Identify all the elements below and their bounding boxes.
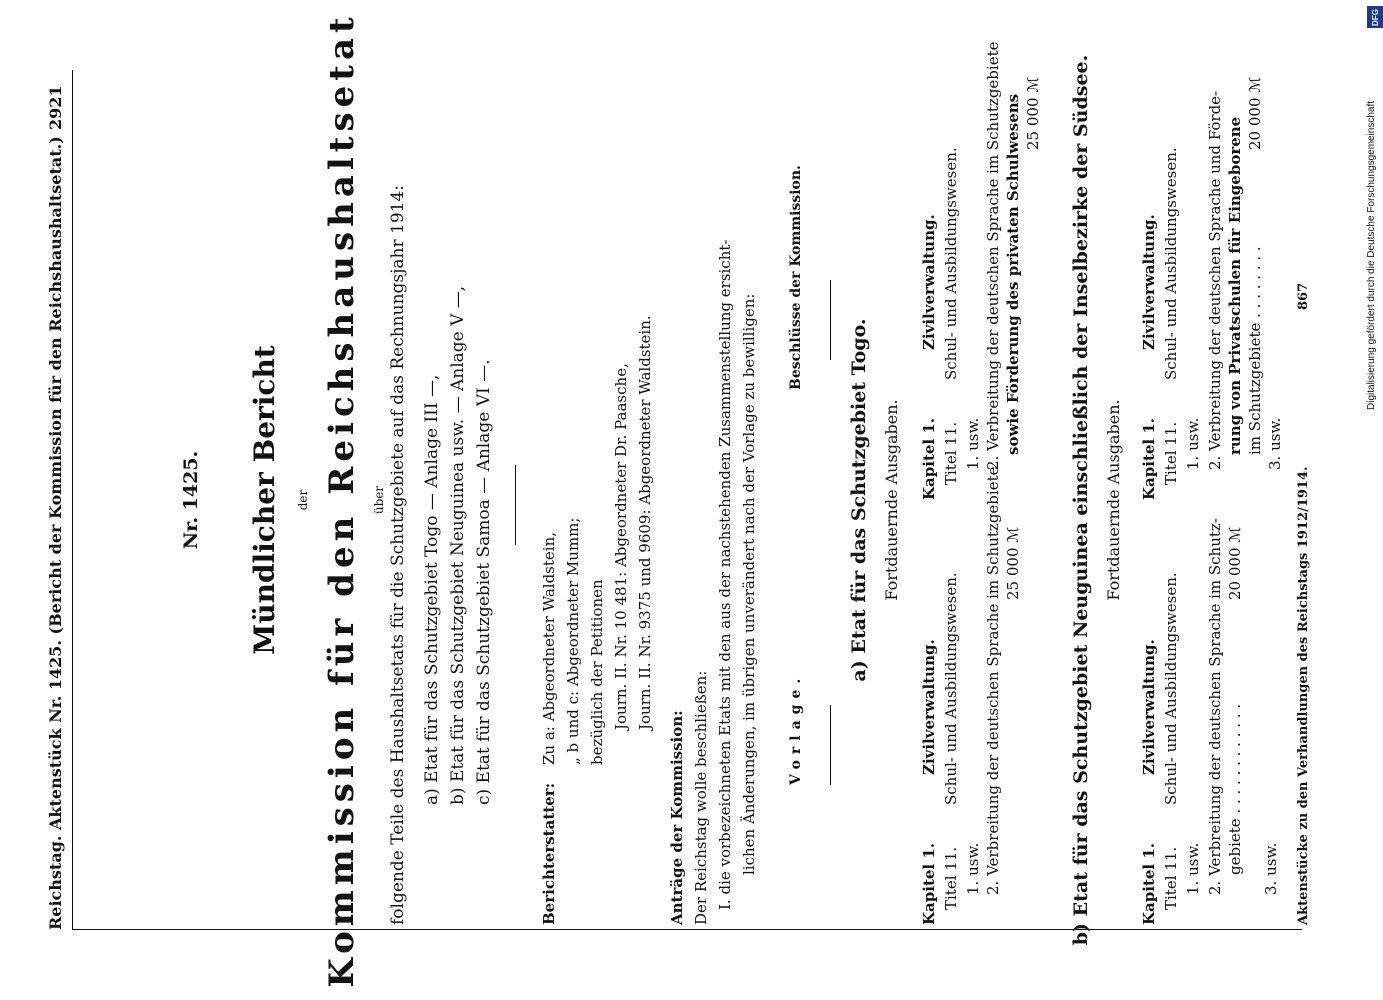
position-line: 3. usw.	[1266, 417, 1284, 470]
position-line: 2. Verbreitung der deutschen Sprache im Schutz-	[1206, 518, 1224, 895]
kapitel-label: Kapitel 1.	[920, 843, 938, 925]
amount: 20 000 ℳ	[1226, 526, 1244, 600]
amount: 20 000 ℳ	[1246, 76, 1264, 150]
amount: 25 000 ℳ	[1004, 526, 1022, 600]
titel-label: Titel 11.	[942, 846, 960, 910]
position-line: im Schutzgebiete . . . . . . . .	[1246, 246, 1264, 455]
position-line: gebiete . . . . . . . . . . . .	[1226, 703, 1244, 875]
position-line: sowie Förderung des privaten Schulwesens	[1004, 93, 1022, 455]
page-number: 2921	[46, 85, 65, 130]
title-line-1: Mündlicher Bericht	[248, 345, 281, 655]
position-line: 1. usw.	[1184, 842, 1202, 895]
title-line-2: Kommission für den Reichshaushaltsetat	[322, 12, 362, 988]
position-line: 2. Verbreitung der deutschen Sprache im Schutzgebiete	[984, 41, 1002, 470]
position-line: 2. Verbreitung der deutschen Sprache im Schutzgebiete	[984, 466, 1002, 895]
titel-label: Titel 11.	[1162, 421, 1180, 485]
kapitel-name: Zivilverwaltung.	[1140, 214, 1158, 350]
dfg-notice: Digitalisierung gefördert durch die Deutsche Forschungsgemeinschaft	[1366, 100, 1377, 410]
position-line: 1. usw.	[1184, 417, 1202, 470]
section-b-subheading: Fortdauernde Ausgaben.	[1104, 399, 1123, 601]
kapitel-name: Zivilverwaltung.	[920, 214, 938, 350]
titel-label: Titel 11.	[942, 421, 960, 485]
dfg-logo: DFG	[1367, 6, 1383, 28]
header-rule	[72, 70, 73, 930]
item-a: a) Etat für das Schutzgebiet Togo — Anlage III —,	[422, 374, 442, 805]
title-separator	[515, 465, 516, 545]
kapitel-label: Kapitel 1.	[1140, 418, 1158, 500]
reporter-line: bezüglich der Petitionen	[588, 579, 606, 765]
motions-intro: Der Reichstag wolle beschließen:	[692, 670, 710, 925]
position-line: 2. Verbreitung der deutschen Sprache und Förde-	[1206, 90, 1224, 470]
kapitel-label: Kapitel 1.	[920, 418, 938, 500]
running-header: Reichstag. Aktenstück Nr. 1425. (Bericht der Kommission für den Reichshaushaltsetat.)	[46, 136, 65, 930]
item-c: c) Etat für das Schutzgebiet Samoa — Anlage VI —.	[474, 359, 494, 805]
titel-label: Titel 11.	[1162, 846, 1180, 910]
titel-name: Schul- und Ausbildungswesen.	[942, 572, 960, 805]
document-number: Nr. 1425.	[180, 450, 202, 550]
titel-name: Schul- und Ausbildungswesen.	[942, 147, 960, 380]
titel-name: Schul- und Ausbildungswesen.	[1162, 572, 1180, 805]
title-der: der	[296, 489, 310, 511]
item-b: b) Etat für das Schutzgebiet Neuguinea usw. — Anlage V —,	[448, 285, 468, 805]
position-line: rung von Privatschulen für Eingeborene	[1226, 116, 1244, 455]
column-heading-vorlage: Vorlage.	[788, 672, 804, 785]
section-b-heading: b) Etat für das Schutzgebiet Neuguinea einschließlich der Inselbezirke der Südsee.	[1070, 54, 1092, 946]
reporter-line: Journ. II. Nr. 10 481: Abgeordneter Dr. Paasche,	[612, 363, 630, 730]
titel-name: Schul- und Ausbildungswesen.	[1162, 147, 1180, 380]
amount: 25 000 ℳ	[1024, 76, 1042, 150]
column-rule-left	[830, 705, 831, 785]
motions-heading: Anträge der Kommission:	[668, 710, 686, 925]
section-a-heading: a) Etat für das Schutzgebiet Togo.	[848, 318, 870, 682]
reporters-label: Berichterstatter:	[540, 782, 558, 925]
position-line: 3. usw.	[1262, 842, 1280, 895]
title-ueber: über	[372, 485, 386, 515]
footer-source: Aktenstücke zu den Verhandlungen des Reichstags 1912/1914.	[1296, 466, 1311, 925]
column-heading-beschluesse: Beschlüsse der Kommission.	[788, 165, 804, 390]
column-rule-right	[830, 280, 831, 360]
motion-line-1: I. die vorbezeichneten Etats mit den aus der nachstehenden Zusammenstellung ersicht-	[716, 239, 734, 910]
kapitel-name: Zivilverwaltung.	[1140, 639, 1158, 775]
motion-line-2: lichen Änderungen, im übrigen unverändert nach der Vorlage zu bewilligen:	[740, 293, 758, 875]
reporter-line: Zu a: Abgeordneter Waldstein,	[540, 532, 558, 765]
kapitel-name: Zivilverwaltung.	[920, 639, 938, 775]
reporter-line: Journ. II. Nr. 9375 und 9609: Abgeordneter Waldstein.	[636, 315, 654, 730]
kapitel-label: Kapitel 1.	[1140, 843, 1158, 925]
reporter-line: „ b und c: Abgeordneter Mumm;	[564, 517, 582, 765]
position-line: 1. usw.	[964, 842, 982, 895]
intro-text: folgende Teile des Haushaltsetats für die Schutzgebiete auf das Rechnungsjahr 1914:	[388, 185, 408, 925]
position-line: 1. usw.	[964, 417, 982, 470]
section-a-subheading: Fortdauernde Ausgaben.	[882, 399, 901, 601]
footer-sheet-number: 867	[1296, 282, 1311, 310]
